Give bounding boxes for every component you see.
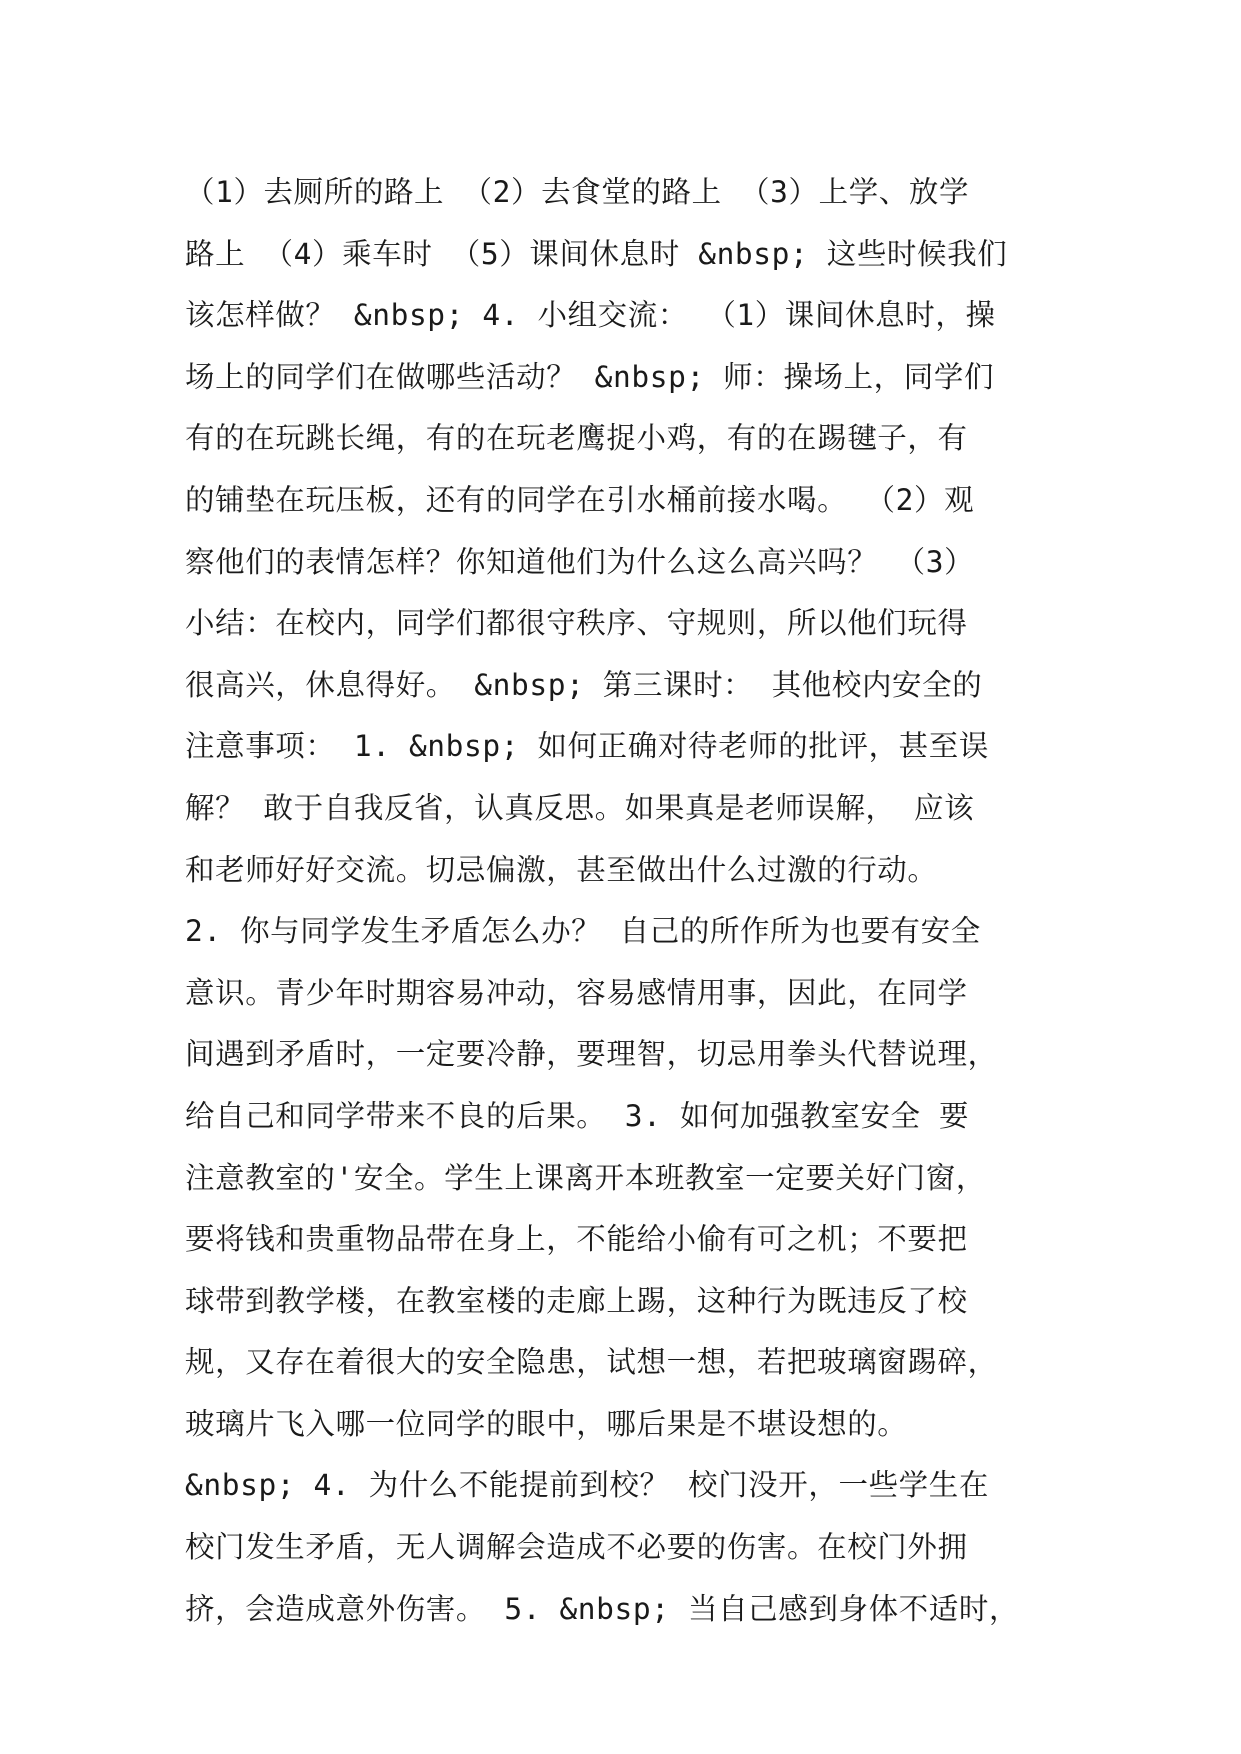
text-line: （1）去厕所的路上 （2）去食堂的路上 （3）上学、放学	[185, 175, 970, 209]
text-line: 注意教室的'安全。学生上课离开本班教室一定要关好门窗，	[185, 1160, 986, 1195]
text-line: 该怎样做？ &nbsp; 4. 小组交流： （1）课间休息时，操	[185, 298, 996, 333]
text-line: 要将钱和贵重物品带在身上，不能给小偷有可之机；不要把	[185, 1222, 968, 1257]
text-line: 路上 （4）乘车时 （5）课间休息时 &nbsp; 这些时候我们	[185, 236, 1008, 271]
text-line: 2. 你与同学发生矛盾怎么办？ 自己的所作所为也要有安全	[185, 914, 981, 949]
text-line: 间遇到矛盾时，一定要冷静，要理智，切忌用拳头代替说理，	[185, 1037, 998, 1072]
body-text	[185, 162, 1065, 1640]
text-line: 解？ 敢于自我反省，认真反思。如果真是老师误解， 应该	[185, 790, 975, 825]
text-line: 场上的同学们在做哪些活动？ &nbsp; 师：操场上，同学们	[185, 359, 995, 394]
text-line: 校门发生矛盾，无人调解会造成不必要的伤害。在校门外拥	[185, 1530, 968, 1565]
text-line: 察他们的表情怎样？你知道他们为什么这么高兴吗？ （3）	[185, 544, 975, 579]
text-line: &nbsp; 4. 为什么不能提前到校？ 校门没开，一些学生在	[185, 1468, 989, 1503]
text-line: 意识。青少年时期容易冲动，容易感情用事，因此，在同学	[185, 975, 968, 1010]
text-line: 的铺垫在玩压板，还有的同学在引水桶前接水喝。 （2）观	[185, 482, 975, 517]
text-line: 注意事项： 1. &nbsp; 如何正确对待老师的批评，甚至误	[185, 729, 989, 764]
text-line: 挤，会造成意外伤害。 5. &nbsp; 当自己感到身体不适时，	[185, 1591, 1020, 1626]
text-line: 规，又存在着很大的安全隐患，试想一想，若把玻璃窗踢碎，	[185, 1345, 998, 1380]
text-line: 有的在玩跳长绳，有的在玩老鹰捉小鸡，有的在踢毽子，有	[185, 421, 968, 456]
text-line: 很高兴，休息得好。 &nbsp; 第三课时： 其他校内安全的	[185, 667, 983, 702]
text-line: 和老师好好交流。切忌偏激，甚至做出什么过激的行动。	[185, 852, 938, 887]
text-line: 小结：在校内，同学们都很守秩序、守规则，所以他们玩得	[185, 606, 968, 641]
text-line: 玻璃片飞入哪一位同学的眼中，哪后果是不堪设想的。	[185, 1406, 908, 1441]
text-line: 给自己和同学带来不良的后果。 3. 如何加强教室安全 要	[185, 1098, 970, 1133]
text-line: 球带到教学楼，在教室楼的走廊上踢，这种行为既违反了校	[185, 1283, 968, 1318]
